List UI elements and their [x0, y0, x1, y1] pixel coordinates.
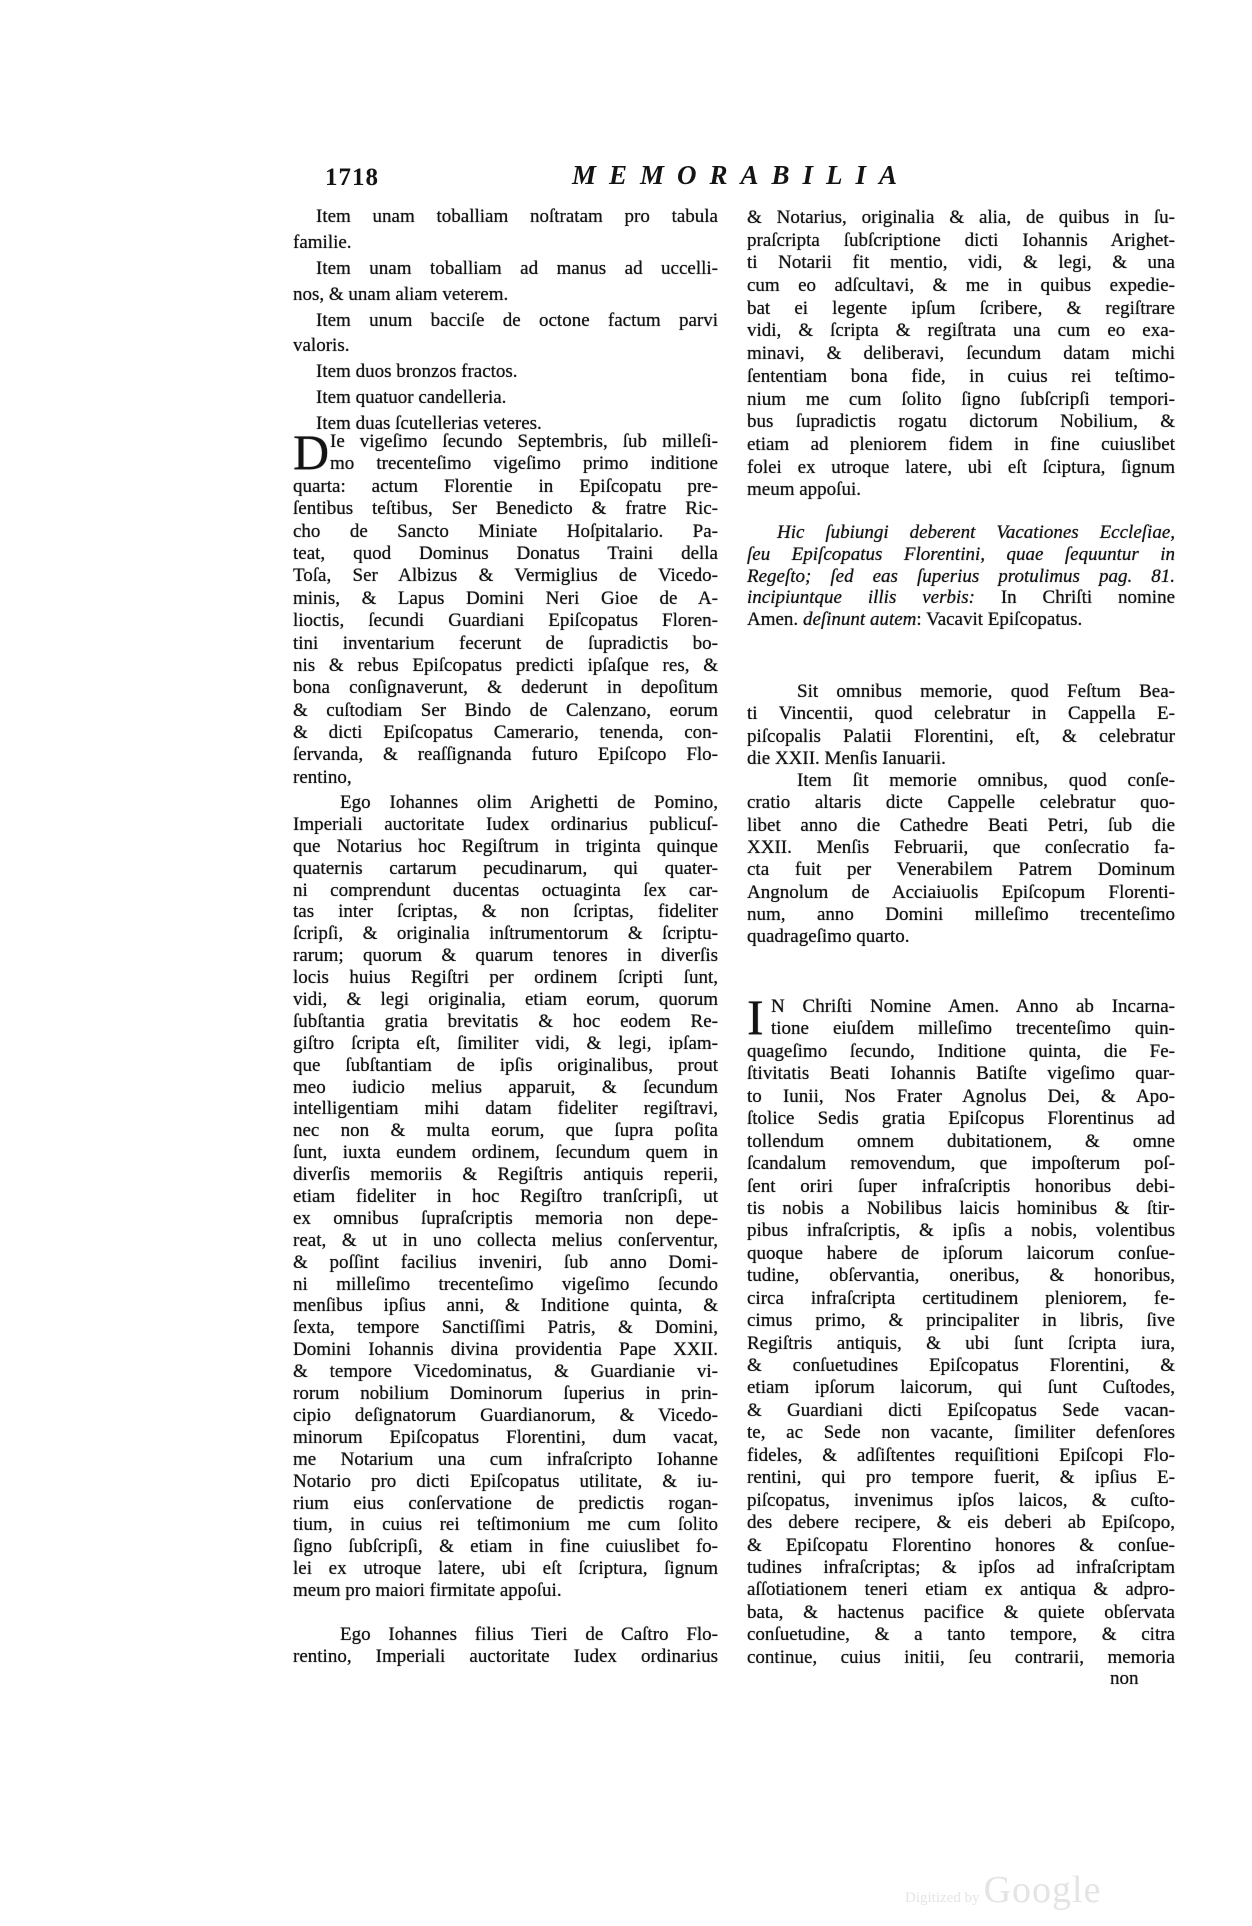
text-line: mo trecenteſimo vigeſimo primo inditione — [330, 453, 718, 475]
text-line: & poſſint facilius inveniri, ſub anno Domi- — [293, 1251, 718, 1273]
text-line: meum appoſui. — [747, 479, 861, 501]
text-line: & cuſtodiam Ser Bindo de Calenzano, eorum — [293, 699, 718, 721]
catchword: non — [1110, 1668, 1139, 1689]
text-line — [747, 609, 1175, 631]
text-line: bata, & hactenus pacifice & quiete obſervata — [747, 1601, 1175, 1623]
text-line: ſtolice Sedis gratia Epiſcopus Florentinus ad — [747, 1108, 1175, 1130]
text-line: Regiſtris antiquis, & ubi ſunt ſcripta iura, — [747, 1332, 1175, 1354]
text-line: bona conſignaverunt, & dederunt in depoſitum — [293, 677, 718, 699]
watermark-prefix: Digitized by — [905, 1890, 980, 1906]
notary-tieri-block — [293, 1624, 718, 1668]
text-line: minavi, & deliberavi, ſecundum datam michi — [747, 343, 1175, 365]
text-line: rentini, qui pro tempore fuerit, & ipſius E- — [747, 1467, 1175, 1489]
text-line: quadrageſimo quarto. — [747, 926, 910, 948]
text-line — [747, 544, 1175, 566]
text-line: quaternis cartarum pecudinarum, qui quater- — [293, 857, 718, 879]
text-line: nos, & unam aliam veterem. — [293, 283, 509, 305]
text-line: nium me cum ſolito ſigno ſubſcripſi tempori- — [747, 388, 1175, 410]
text-line: Sit omnibus memorie, quod Feſtum Bea- — [797, 681, 1175, 702]
text-line: rentino, — [293, 766, 352, 788]
text-line: & Notarius, originalia & alia, de quibus in ſu- — [747, 207, 1175, 228]
text-line: & dicti Epiſcopatus Camerario, tenenda, con- — [293, 722, 718, 744]
text-line: cratio altaris dicte Cappelle celebratur quo- — [747, 792, 1175, 814]
text-line: aſſotiationem teneri etiam ex antiqua & adpro- — [747, 1579, 1175, 1601]
text-line: tis nobis a Nobilibus laicis hominibus & ſtir- — [747, 1197, 1175, 1219]
text-line: & Guardiani dicti Epiſcopatus Sede vacan- — [747, 1399, 1175, 1421]
text-line: ſunt, iuxta eundem ordinem, ſecundum quem in — [293, 1142, 718, 1164]
text-line: libet anno die Cathedre Beati Petri, ſub die — [747, 814, 1175, 836]
text-line: ſervanda, & reaſſignanda futuro Epiſcopo Flo- — [293, 744, 718, 766]
text-line: etiam ad pleniorem fidem in fine cuiuslibet — [747, 433, 1175, 455]
text-line: ſcandalum removendum, que impoſterum poſ- — [747, 1153, 1175, 1175]
text-line: fideles, & adſiſtentes requiſitioni Epiſcopi Flo- — [747, 1444, 1175, 1466]
text-line: rium eius conſervatione de predictis rogan- — [293, 1492, 718, 1514]
text-line: teat, quod Dominus Donatus Traini della — [293, 542, 718, 564]
text-line: ſtivitatis Beati Iohannis Batiſte vigeſimo quar- — [747, 1063, 1175, 1085]
text-line: & tempore Vicedominatus, & Guardianie vi- — [293, 1361, 718, 1383]
text-line: ni milleſimo trecenteſimo vigeſimo ſecundo — [293, 1273, 718, 1295]
page-number: 1718 — [325, 164, 379, 191]
text-line: continue, cuius initii, ſeu contrarii, memoria — [747, 1646, 1175, 1668]
text-line: giſtro ſcripta eſt, ſimiliter vidi, & legi, ipſam- — [293, 1032, 718, 1054]
text-line: & conſuetudines Epiſcopatus Florentini, & — [747, 1355, 1175, 1376]
text-line: te, ac Sede non vacante, ſimiliter defenſores — [747, 1422, 1175, 1444]
roman-text: Amen. — [747, 609, 803, 631]
text-line: me Notarium una cum infraſcripto Iohanne — [293, 1448, 718, 1470]
text-line: tas inter ſcriptas, & non ſcriptas, fideliter — [293, 901, 718, 923]
text-line: ſentibus teſtibus, Ser Benedicto & fratre Ric- — [293, 498, 718, 520]
text-line: tini inventarium fecerunt de ſupradictis bo- — [293, 632, 718, 654]
text-line: Item duas ſcutellerias veteres. — [316, 413, 542, 435]
text-line: quarta: actum Florentie in Epiſcopatu pre- — [293, 475, 718, 497]
text-line: que Notarius hoc Regiſtrum in triginta quinque — [293, 835, 718, 857]
text-line: & Epiſcopatu Florentino honores & conſue- — [747, 1534, 1175, 1556]
text-line: circa infraſcripta certitudinem pleniorem, fe- — [747, 1287, 1175, 1309]
text-line: folei ex utroque latere, ubi eſt ſciptura, ſignum — [747, 456, 1175, 478]
text-line: tione eiuſdem milleſimo trecenteſimo quin- — [771, 1018, 1175, 1040]
text-line: die XXII. Menſis Ianuarii. — [747, 747, 946, 769]
text-line: minis, & Lapus Domini Neri Gioe de A- — [293, 587, 718, 609]
text-line: praſcripta ſubſcriptione dicti Iohannis Arighet- — [747, 229, 1175, 251]
text-line: ex omnibus ſupraſcriptis memoria non depe- — [293, 1207, 718, 1229]
text-line: ſent oriri ſuper infraſcriptis honoribus debi- — [747, 1175, 1175, 1197]
memoranda-block — [747, 681, 1175, 949]
text-line: N Chriſti Nomine Amen. Anno ab Incarna- — [771, 996, 1175, 1017]
text-line: tium, in cuius rei teſtimonium me cum ſolito — [293, 1514, 718, 1536]
text-line: locis huius Regiſtri per ordinem ſcripti ſunt, — [293, 967, 718, 989]
text-line: Item duos bronzos fractos. — [316, 361, 518, 383]
drop-cap: D — [293, 424, 330, 480]
text-line: piſcopatus, invenimus ipſos laicos, & cuſto- — [747, 1489, 1175, 1511]
text-line: vidi, & legi originalia, etiam eorum, quorum — [293, 989, 718, 1011]
text-line: piſcopalis Palatii Florentini, eſt, & celebratur — [747, 725, 1175, 747]
text-line: menſibus ipſius anni, & Inditione quinta, & — [293, 1295, 718, 1317]
notary-continuation-block — [747, 207, 1175, 502]
text-line: des debere recipere, & eis deberi ab Epiſcopo, — [747, 1512, 1175, 1534]
text-line: XXII. Menſis Februarii, que conſecratio fa- — [747, 837, 1175, 859]
record-1352-block — [747, 989, 1175, 1669]
text-line: Item unum bacciſe de octone factum parvi — [316, 309, 718, 331]
text-line: ſexta, tempore Sanctiſſimi Patris, & Domini, — [293, 1317, 718, 1339]
text-line: cum eo adſcultavi, & me in quibus expedie- — [747, 275, 1175, 297]
text-line: Angnolum de Acciaiuolis Epiſcopum Florenti- — [747, 881, 1175, 903]
text-line: Item unam toballiam ad manus ad uccelli- — [316, 257, 718, 279]
digitized-by-google-watermark — [905, 1868, 1101, 1912]
text-line: Ego Iohannes olim Arighetti de Pomino, — [340, 792, 718, 813]
text-line: tollendum omnem dubitationem, & omne — [747, 1130, 1175, 1152]
running-title: MEMORABILIA — [572, 160, 911, 190]
text-line: ni comprendunt ducentas octuaginta ſex car- — [293, 879, 718, 901]
text-line: tudine, obſervantia, oneribus, & honoribus, — [747, 1265, 1175, 1287]
text-line: conſuetudine, & a tanto tempore, & citra — [747, 1624, 1175, 1646]
text-line: ſubſtantia gratia brevitatis & hoc eodem Re- — [293, 1010, 718, 1032]
text-line: ti Vincentii, quod celebratur in Cappella E- — [747, 703, 1175, 725]
text-line: bat ei legente ipſum ſcribere, & regiſtrare — [747, 297, 1175, 319]
roman-text: : Vacavit Epiſcopatus. — [916, 609, 1083, 631]
text-line: pibus infraſcriptis, & ipſis a nobis, volentibus — [747, 1220, 1175, 1242]
text-line: lioctis, ſecundi Guardiani Epiſcopatus Floren- — [293, 610, 718, 632]
text-line: minorum Epiſcopatus Florentini, dum vacat, — [293, 1426, 718, 1448]
text-line: Domini Iohannis divina providentia Pape XXII. — [293, 1339, 718, 1361]
text-line: meum pro maiori firmitate appoſui. — [293, 1580, 562, 1602]
editor-note-block — [747, 522, 1175, 631]
text-line: Notario pro dicti Epiſcopatus utilitate, & iu- — [293, 1470, 718, 1492]
italic-text: ſeu Epiſcopatus Florentini, quae ſequuntur in — [747, 543, 1175, 565]
text-line: bus ſupradictis rogatu dictorum Nobilium, & — [747, 411, 1175, 433]
text-line: ſigno ſubſcripſi, & etiam in fine cuiuslibet fo- — [293, 1536, 718, 1558]
text-line: diverſis memoriis & Regiſtris antiquis reperii, — [293, 1164, 718, 1186]
text-line: Item quatuor candelleria. — [316, 387, 507, 409]
items-block — [293, 204, 718, 437]
text-line — [747, 566, 1175, 588]
text-line: cimus primo, & principaliter in libris, ſive — [747, 1310, 1175, 1332]
text-line: Ego Iohannes filius Tieri de Caſtro Flo- — [340, 1624, 718, 1645]
text-line: ti Notarii fit mentio, vidi, & legi, & una — [747, 252, 1175, 274]
text-line: intelligentiam mihi datam fideliter regiſtravi, — [293, 1098, 718, 1120]
text-line: meo iudicio melius apparuit, & ſecundum — [293, 1076, 718, 1098]
text-line: quoque habere de ipſorum laicorum conſue- — [747, 1242, 1175, 1264]
roman-text: In Chriſti nomine — [1000, 587, 1175, 609]
watermark-brand: Google — [983, 1869, 1102, 1911]
drop-cap: I — [747, 989, 764, 1045]
text-line: vidi, & ſcripta & regiſtrata una cum eo exa- — [747, 320, 1175, 342]
text-line: tudines infraſcriptas; & ipſos ad infraſcriptam — [747, 1556, 1175, 1578]
text-line: nis & rebus Epiſcopatus predicti ipſaſque res, & — [293, 654, 718, 676]
notary-arighetti-block — [293, 792, 718, 1602]
text-line: valoris. — [293, 335, 350, 357]
text-line: lei ex utroque latere, ubi eſt ſcriptura, ſignum — [293, 1558, 718, 1580]
text-line: cho de Sancto Miniate Hoſpitalario. Pa- — [293, 520, 718, 542]
text-line: cipio deſignatorum Guardianorum, & Vicedo- — [293, 1404, 718, 1426]
text-line: quageſimo ſecundo, Inditione quinta, die Fe- — [747, 1040, 1175, 1062]
text-line: Ie vigeſimo ſecundo Septembris, ſub milleſi- — [330, 431, 718, 452]
text-line: familie. — [293, 231, 352, 253]
text-line: rarum; quorum & quarum tenores in diverſis — [293, 945, 718, 967]
text-line — [747, 587, 1175, 609]
text-line: ſcripſi, & originalia inſtrumentorum & ſcriptu- — [293, 923, 718, 945]
italic-text: Hic ſubiungi deberent Vacationes Eccleſiae, — [777, 522, 1175, 543]
text-line: to Iunii, Nos Frater Agnolus Dei, & Apo- — [747, 1085, 1175, 1107]
text-line: Item unam toballiam noſtratam pro tabula — [316, 206, 718, 227]
italic-text: Regeſto; ſed eas ſuperius protulimus pag. 81. — [747, 565, 1175, 587]
text-line: ſententiam bona fide, in cuius rei teſtimo- — [747, 365, 1175, 387]
text-line: Item ſit memorie omnibus, quod conſe- — [797, 770, 1175, 792]
text-line: num, anno Domini milleſimo trecenteſimo — [747, 903, 1175, 925]
text-line: Imperiali auctoritate Iudex ordinarius publicuſ- — [293, 813, 718, 835]
text-line: reat, & ut in uno collecta melius conſerventur, — [293, 1229, 718, 1251]
text-line: etiam ipſorum laicorum, qui ſunt Cuſtodes, — [747, 1377, 1175, 1399]
text-line: rorum nobilium Dominorum ſuperius in prin- — [293, 1383, 718, 1405]
italic-text: deſinunt autem — [802, 609, 917, 631]
italic-text: incipiuntque illis verbis: — [747, 587, 1001, 609]
text-line: etiam fideliter in hoc Regiſtro tranſcripſi, ut — [293, 1186, 718, 1208]
text-line: rentino, Imperiali auctoritate Iudex ordinarius — [293, 1646, 718, 1667]
text-line: nec non & multa eorum, que ſupra poſita — [293, 1120, 718, 1142]
text-line: cta fuit per Venerabilem Patrem Dominum — [747, 859, 1175, 881]
text-line — [747, 522, 1175, 544]
text-line: Toſa, Ser Albizus & Vermiglius de Vicedo- — [293, 565, 718, 587]
text-line: que ſubſtantiam de ipſis originalibus, prout — [293, 1054, 718, 1076]
